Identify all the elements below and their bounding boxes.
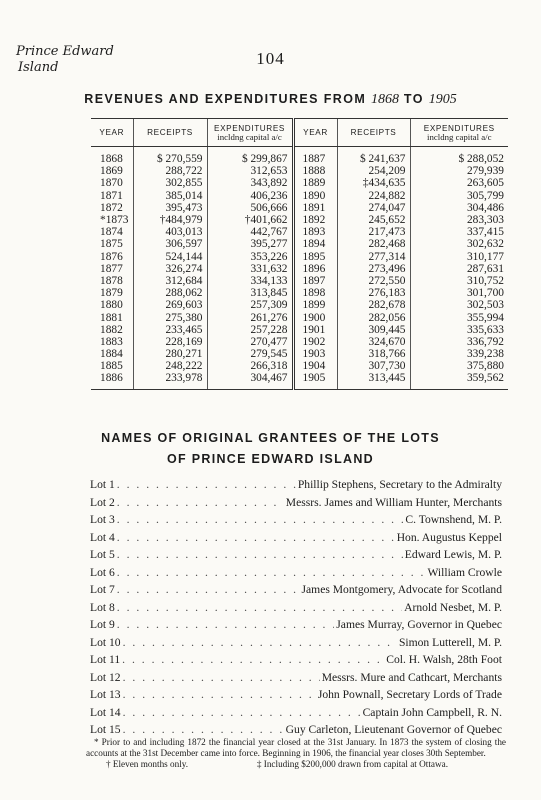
cell-expenditures: 305,799 — [410, 190, 508, 202]
cell-year: 1870 — [100, 177, 123, 190]
grantee-name: Hon. Augustus Keppel — [396, 530, 502, 544]
list-item — [90, 671, 502, 689]
list-item — [90, 601, 502, 619]
cell-year: 1895 — [293, 251, 337, 263]
revenue-title-year-start: 1868 — [371, 92, 400, 107]
cell-receipts: 269,603 — [133, 299, 207, 311]
header-expenditures-label: EXPENDITURES — [423, 123, 495, 133]
cell-expenditures: 310,752 — [410, 275, 508, 287]
cell-expenditures: 257,309 — [207, 299, 293, 311]
cell-expenditures: 355,994 — [410, 311, 508, 323]
cell-expenditures: 304,486 — [410, 202, 508, 214]
cell-expenditures: 336,792 — [410, 336, 508, 348]
cell-receipts: 288,722 — [133, 165, 207, 177]
header-expenditures-sub: incldng capital a/c — [217, 131, 282, 142]
cell-year: 1896 — [293, 263, 337, 275]
dot-leader — [122, 653, 384, 666]
list-item — [90, 706, 502, 724]
footnote-star: * Prior to and including 1872 the financial year closed at the 31st January. In 1873 the system of closing the accounts at the 31st December came into force. Beginning in 1906, the financial year closes 30th September. — [86, 737, 506, 758]
list-item — [90, 531, 502, 549]
cell-expenditures: 283,303 — [410, 214, 508, 226]
cell-receipts: 282,056 — [337, 311, 410, 323]
cell-year: 1872 — [100, 201, 123, 214]
table-row — [91, 165, 508, 177]
cell-expenditures: $ 288,052 — [410, 147, 508, 166]
cell-expenditures: 337,415 — [410, 226, 508, 238]
cell-receipts: 313,445 — [337, 372, 410, 389]
lot-number: Lot 5 — [90, 548, 115, 561]
cell-receipts: 245,652 — [337, 214, 410, 226]
dot-leader — [117, 513, 404, 526]
grantee-name: William Crowle — [427, 565, 502, 579]
cell-receipts: 306,597 — [133, 238, 207, 250]
cell-year: 1887 — [293, 147, 337, 166]
cell-receipts: 385,014 — [133, 190, 207, 202]
cell-year: 1881 — [100, 311, 123, 324]
header-expenditures-left — [207, 119, 293, 147]
dot-leader — [117, 566, 426, 579]
table-row — [91, 372, 508, 389]
cell-year: 1898 — [293, 287, 337, 299]
table-row — [91, 214, 508, 226]
header-expenditures-label: EXPENDITURES — [214, 123, 285, 133]
cell-expenditures: 353,226 — [207, 251, 293, 263]
cell-year: 1893 — [293, 226, 337, 238]
lot-number: Lot 2 — [90, 495, 115, 509]
cell-year: 1885 — [100, 360, 123, 373]
table-row — [91, 263, 508, 275]
revenue-table-header — [91, 119, 508, 147]
page-number: 104 — [256, 49, 285, 68]
cell-year: *1873 — [100, 214, 129, 227]
lot-number: Lot 7 — [90, 583, 115, 596]
grantee-name: Col. H. Walsh, 28th Foot — [386, 653, 502, 666]
dot-leader — [117, 618, 335, 631]
table-row — [91, 147, 508, 166]
list-item — [90, 688, 502, 706]
header-receipts-right: RECEIPTS — [337, 119, 410, 147]
grantee-name: James Montgomery, Advocate for Scotland — [301, 583, 502, 596]
grantee-name: Simon Lutterell, M. P. — [398, 635, 502, 649]
cell-year: 1879 — [100, 287, 123, 300]
cell-receipts: $ 241,637 — [337, 147, 410, 166]
table-row — [91, 324, 508, 336]
revenue-table-title — [0, 92, 541, 108]
grantee-name: John Pownall, Secretary Lords of Trade — [317, 688, 502, 701]
grantee-name: Edward Lewis, M. P. — [404, 548, 502, 561]
table-row — [91, 275, 508, 287]
cell-receipts: 275,380 — [133, 311, 207, 323]
cell-year: 1888 — [293, 165, 337, 177]
footnote-double-dagger: ‡ Including $200,000 drawn from capital at Ottawa. — [256, 759, 448, 769]
grantees-title-line2: OF PRINCE EDWARD ISLAND — [167, 452, 374, 466]
dot-leader — [117, 548, 403, 561]
dot-leader — [117, 531, 395, 544]
header-receipts-left: RECEIPTS — [133, 119, 207, 147]
grantees-list — [90, 478, 502, 741]
cell-receipts: 403,013 — [133, 226, 207, 238]
dot-leader — [123, 706, 361, 719]
cell-year: 1868 — [100, 153, 123, 166]
cell-expenditures: 506,666 — [207, 202, 293, 214]
cell-receipts: 228,169 — [133, 336, 207, 348]
table-row — [91, 348, 508, 360]
list-item — [90, 478, 502, 496]
cell-receipts: 524,144 — [133, 251, 207, 263]
list-item — [90, 618, 502, 636]
grantee-name: Captain John Campbell, R. N. — [362, 705, 502, 719]
cell-expenditures: 312,653 — [207, 165, 293, 177]
grantee-name: Arnold Nesbet, M. P. — [404, 600, 502, 614]
dot-leader — [123, 723, 284, 736]
grantees-title-line1: NAMES OF ORIGINAL GRANTEES OF THE LOTS — [101, 431, 440, 445]
table-row — [91, 238, 508, 250]
cell-receipts: 277,314 — [337, 251, 410, 263]
lot-number: Lot 10 — [90, 635, 121, 649]
revenue-table-body — [91, 147, 508, 390]
dot-leader — [117, 583, 300, 596]
cell-receipts: 324,670 — [337, 336, 410, 348]
table-row — [91, 360, 508, 372]
cell-receipts: 276,183 — [337, 287, 410, 299]
cell-receipts: 312,684 — [133, 275, 207, 287]
lot-number: Lot 12 — [90, 670, 121, 684]
cell-receipts: 318,766 — [337, 348, 410, 360]
dot-leader — [123, 636, 397, 649]
list-item — [90, 566, 502, 584]
grantee-name: Guy Carleton, Lieutenant Governor of Quebec — [285, 723, 502, 736]
cell-year: 1899 — [293, 299, 337, 311]
cell-expenditures: 266,318 — [207, 360, 293, 372]
table-row — [91, 202, 508, 214]
cell-year: 1886 — [91, 372, 133, 389]
header-year-left: YEAR — [91, 119, 133, 147]
cell-expenditures: 301,700 — [410, 287, 508, 299]
cell-receipts: 254,209 — [337, 165, 410, 177]
cell-year: 1875 — [100, 238, 123, 251]
cell-year: 1902 — [293, 336, 337, 348]
grantee-name: C. Townshend, M. P. — [405, 513, 502, 526]
cell-expenditures: 343,892 — [207, 177, 293, 189]
cell-expenditures: 279,939 — [410, 165, 508, 177]
table-row — [91, 251, 508, 263]
list-item — [90, 496, 502, 514]
cell-expenditures: 263,605 — [410, 177, 508, 189]
cell-receipts: 280,271 — [133, 348, 207, 360]
cell-receipts: 248,222 — [133, 360, 207, 372]
revenue-title-prefix: REVENUES AND EXPENDITURES FROM — [84, 92, 367, 106]
footnote-dagger: † Eleven months only. — [106, 759, 189, 769]
revenue-title-year-end: 1905 — [428, 92, 457, 107]
cell-receipts: 217,473 — [337, 226, 410, 238]
cell-receipts: 233,978 — [133, 372, 207, 389]
cell-year: 1891 — [293, 202, 337, 214]
header-expenditures-sub: incldng capital a/c — [427, 131, 492, 142]
cell-expenditures: 339,238 — [410, 348, 508, 360]
running-title-line1: Prince Edward — [16, 44, 114, 59]
cell-year: 1901 — [293, 324, 337, 336]
cell-year: 1878 — [100, 274, 123, 287]
header-expenditures-right — [410, 119, 508, 147]
cell-year: 1876 — [100, 250, 123, 263]
cell-receipts: 274,047 — [337, 202, 410, 214]
lot-number: Lot 14 — [90, 705, 121, 719]
header-year-right: YEAR — [293, 119, 337, 147]
lot-number: Lot 11 — [90, 653, 121, 666]
cell-receipts: 288,062 — [133, 287, 207, 299]
cell-receipts: 224,882 — [337, 190, 410, 202]
table-row — [91, 190, 508, 202]
cell-year: 1880 — [100, 299, 123, 312]
cell-expenditures: 335,633 — [410, 324, 508, 336]
cell-year: 1900 — [293, 311, 337, 323]
grantee-name: James Murray, Governor in Quebec — [336, 618, 502, 631]
cell-year: 1877 — [100, 262, 123, 275]
cell-expenditures: $ 299,867 — [207, 147, 293, 166]
cell-year: 1894 — [293, 238, 337, 250]
lot-number: Lot 1 — [90, 478, 115, 491]
cell-receipts: 326,274 — [133, 263, 207, 275]
cell-expenditures: 257,228 — [207, 324, 293, 336]
table-row — [91, 226, 508, 238]
cell-year: 1905 — [293, 372, 337, 389]
cell-expenditures: 279,545 — [207, 348, 293, 360]
dot-leader — [123, 688, 316, 701]
cell-receipts: 282,468 — [337, 238, 410, 250]
lot-number: Lot 6 — [90, 565, 115, 579]
lot-number: Lot 13 — [90, 688, 121, 701]
cell-receipts: 309,445 — [337, 324, 410, 336]
cell-year: 1892 — [293, 214, 337, 226]
table-row — [91, 336, 508, 348]
lot-number: Lot 3 — [90, 513, 115, 526]
cell-receipts: ‡434,635 — [337, 177, 410, 189]
footnotes — [86, 737, 506, 770]
cell-year: 1869 — [100, 165, 123, 178]
grantees-title — [0, 428, 541, 470]
lot-number: Lot 8 — [90, 600, 115, 614]
cell-year: 1884 — [100, 348, 123, 361]
table-row — [91, 311, 508, 323]
cell-expenditures: 304,467 — [207, 372, 293, 389]
table-row — [91, 177, 508, 189]
cell-year: 1883 — [100, 335, 123, 348]
cell-expenditures: 331,632 — [207, 263, 293, 275]
grantee-name: Messrs. Mure and Cathcart, Merchants — [321, 670, 502, 684]
cell-expenditures: 287,631 — [410, 263, 508, 275]
cell-year: 1889 — [293, 177, 337, 189]
cell-expenditures: 313,845 — [207, 287, 293, 299]
list-item — [90, 548, 502, 566]
footnote-daggers — [86, 759, 506, 770]
cell-receipts: 307,730 — [337, 360, 410, 372]
cell-expenditures: 359,562 — [410, 372, 508, 389]
cell-expenditures: 302,503 — [410, 299, 508, 311]
cell-receipts: $ 270,559 — [133, 147, 207, 166]
cell-expenditures: †401,662 — [207, 214, 293, 226]
cell-year: 1871 — [100, 189, 123, 202]
cell-expenditures: 270,477 — [207, 336, 293, 348]
dot-leader — [117, 496, 284, 509]
cell-expenditures: 375,880 — [410, 360, 508, 372]
table-row — [91, 299, 508, 311]
cell-receipts: 233,465 — [133, 324, 207, 336]
revenue-title-connector: TO — [403, 92, 424, 106]
cell-year: 1903 — [293, 348, 337, 360]
lot-number: Lot 15 — [90, 723, 121, 736]
cell-expenditures: 261,276 — [207, 311, 293, 323]
grantee-name: Messrs. James and William Hunter, Merchants — [285, 495, 502, 509]
list-item — [90, 513, 502, 531]
cell-expenditures: 395,277 — [207, 238, 293, 250]
cell-year: 1890 — [293, 190, 337, 202]
grantee-name: Phillip Stephens, Secretary to the Admiralty — [297, 478, 502, 491]
cell-receipts: 282,678 — [337, 299, 410, 311]
lot-number: Lot 9 — [90, 618, 115, 631]
lot-number: Lot 4 — [90, 530, 115, 544]
list-item — [90, 653, 502, 671]
dot-leader — [117, 601, 402, 614]
cell-year: 1897 — [293, 275, 337, 287]
cell-receipts: 302,855 — [133, 177, 207, 189]
cell-receipts: 273,496 — [337, 263, 410, 275]
dot-leader — [123, 671, 320, 684]
cell-expenditures: 310,177 — [410, 251, 508, 263]
cell-expenditures: 302,632 — [410, 238, 508, 250]
cell-year: 1874 — [100, 226, 123, 239]
cell-receipts: 395,473 — [133, 202, 207, 214]
cell-year: 1882 — [100, 323, 123, 336]
dot-leader — [117, 478, 296, 491]
cell-expenditures: 334,133 — [207, 275, 293, 287]
list-item — [90, 583, 502, 601]
revenue-table — [91, 118, 508, 390]
table-row — [91, 287, 508, 299]
cell-expenditures: 406,236 — [207, 190, 293, 202]
cell-year: 1904 — [293, 360, 337, 372]
list-item — [90, 636, 502, 654]
cell-expenditures: 442,767 — [207, 226, 293, 238]
cell-receipts: 272,550 — [337, 275, 410, 287]
cell-receipts: †484,979 — [133, 214, 207, 226]
running-title-line2: Island — [18, 60, 59, 75]
